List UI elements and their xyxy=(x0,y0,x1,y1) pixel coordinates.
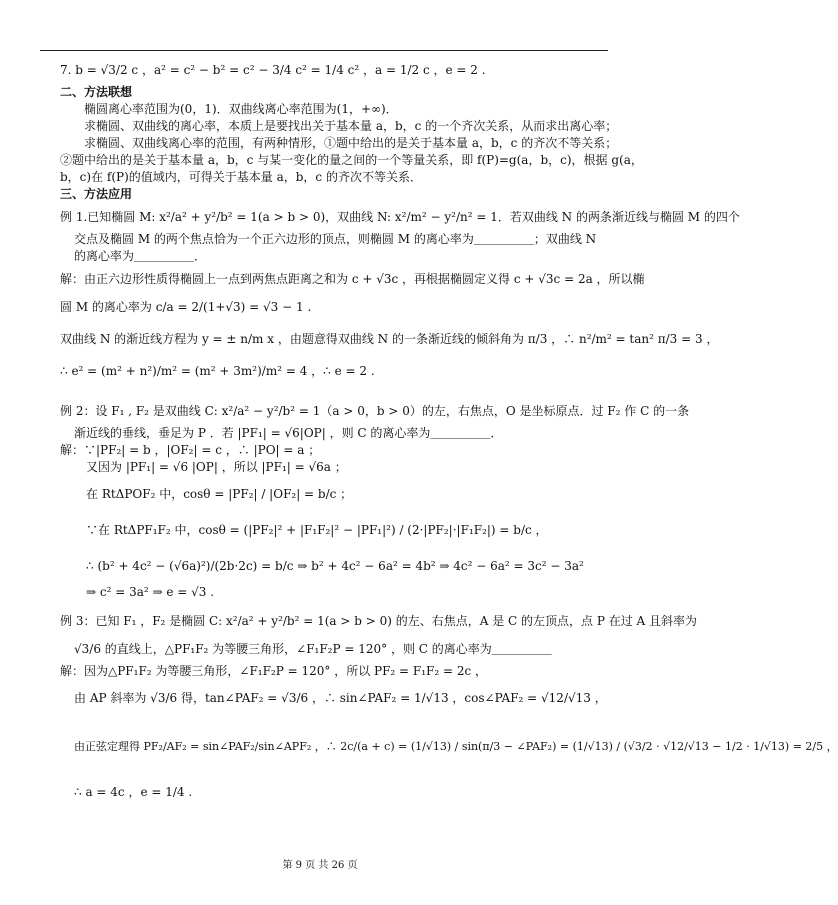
example-2-statement: 例 2：设 F₁ , F₂ 是双曲线 C: x²/a² − y²/b² = 1（a > 0，b > 0）的左，右焦点，O 是坐标原点．过 F₂ 作 C 的一条 xyxy=(60,404,690,418)
page-footer: 第 9 页 共 26 页 xyxy=(282,860,358,871)
solution-1-line-1: 解：由正六边形性质得椭圆上一点到两焦点距离之和为 c + √3c ，再根据椭圆定义得 c + √3c = 2a ，所以椭 xyxy=(60,272,645,286)
solution-1-line-2: 圆 M 的离心率为 c/a = 2/(1+√3) = √3 − 1 . xyxy=(60,300,312,314)
section-heading-method-association: 二、方法联想 xyxy=(60,85,133,99)
solution-2-line-1: 解：∵|PF₂| = b ，|OF₂| = c ，∴ |PO| = a ； xyxy=(60,443,321,457)
solution-3-line-1: 解：因为△PF₁F₂ 为等腰三角形，∠F₁F₂P = 120° ，所以 PF₂ = F₁F₂ = 2c ， xyxy=(60,664,488,678)
method-paragraph-2: 求椭圆、双曲线的离心率，本质上是要找出关于基本量 a，b，c 的一个齐次关系，从而求出离心率； xyxy=(84,119,618,133)
solution-3-line-4: ∴ a = 4c ，e = 1/4 . xyxy=(74,785,193,799)
solution-2-line-5: ∴ (b² + 4c² − (√6a)²)/(2b·2c) = b/c ⇒ b² + 4c² − 6a² = 4b² ⇒ 4c² − 6a² = 3c² − 3a² xyxy=(86,559,584,573)
method-paragraph-1: 椭圆离心率范围为(0，1)．双曲线离心率范围为(1，+∞)． xyxy=(84,102,398,116)
example-1-statement-cont: 交点及椭圆 M 的两个焦点恰为一个正六边形的顶点，则椭圆 M 的离心率为＿＿＿＿＿；双曲线 N xyxy=(74,232,597,246)
example-1-statement: 例 1.已知椭圆 M: x²/a² + y²/b² = 1(a > b > 0)，双曲线 N: x²/m² − y²/n² = 1．若双曲线 N 的两条渐近线与椭圆 M 的四个 xyxy=(60,210,740,224)
solution-2-line-3: 在 RtΔPOF₂ 中，cosθ = |PF₂| / |OF₂| = b/c ； xyxy=(86,487,353,501)
example-3-statement: 例 3：已知 F₁ ，F₂ 是椭圆 C: x²/a² + y²/b² = 1(a > b > 0) 的左、右焦点，A 是 C 的左顶点，点 P 在过 A 且斜率为 xyxy=(60,614,698,628)
example-1-statement-end: 的离心率为＿＿＿＿＿． xyxy=(74,249,207,263)
solution-2-line-4: ∵在 RtΔPF₁F₂ 中，cosθ = (|PF₂|² + |F₁F₂|² − |PF₁|²) / (2·|PF₂|·|F₁F₂|) = b/c ， xyxy=(86,523,548,537)
section-heading-method-application: 三、方法应用 xyxy=(60,187,133,201)
document-page xyxy=(60,56,838,806)
solution-2-line-6: ⇒ c² = 3a² ⇒ e = √3 . xyxy=(86,585,215,599)
method-paragraph-5: b，c)在 f(P)的值域内，可得关于基本量 a，b，c 的齐次不等关系． xyxy=(60,170,422,184)
method-paragraph-3: 求椭圆、双曲线离心率的范围，有两种情形，①题中给出的是关于基本量 a，b，c 的齐次不等关系； xyxy=(84,136,618,150)
solution-3-line-3: 由正弦定理得 PF₂/AF₂ = sin∠PAF₂/sin∠APF₂ ，∴ 2c/(a + c) = (1/√13) / sin(π/3 − ∠PAF₂) = (1/√13) / (√3/2 · √12/√13 − 1/2 · 1/√13) = 2/5 ， xyxy=(74,740,838,753)
solution-1-line-3: 双曲线 N 的渐近线方程为 y = ± n/m x ，由题意得双曲线 N 的一条渐近线的倾斜角为 π/3 ，∴ n²/m² = tan² π/3 = 3 ， xyxy=(60,332,719,346)
example-3-statement-cont: √3/6 的直线上，△PF₁F₂ 为等腰三角形，∠F₁F₂P = 120° ，则 C 的离心率为＿＿＿＿＿ xyxy=(74,642,552,656)
answer-line-7: 7. b = √3/2 c ，a² = c² − b² = c² − 3/4 c² = 1/4 c² ，a = 1/2 c ，e = 2 . xyxy=(60,63,486,77)
method-paragraph-4: ②题中给出的是关于基本量 a，b，c 与某一变化的量之间的一个等量关系，即 f(P)=g(a，b，c)，根据 g(a， xyxy=(60,153,643,167)
solution-2-line-2: 又因为 |PF₁| = √6 |OP| ，所以 |PF₁| = √6a ； xyxy=(86,460,347,474)
header-rule xyxy=(40,50,608,51)
solution-3-line-2: 由 AP 斜率为 √3/6 得，tan∠PAF₂ = √3/6 ，∴ sin∠PAF₂ = 1/√13 ，cos∠PAF₂ = √12/√13 ， xyxy=(74,691,607,705)
example-2-statement-cont: 渐近线的垂线，垂足为 P ．若 |PF₁| = √6|OP| ，则 C 的离心率为＿＿＿＿＿． xyxy=(74,426,503,440)
solution-1-line-4: ∴ e² = (m² + n²)/m² = (m² + 3m²)/m² = 4 ，∴ e = 2 . xyxy=(60,364,375,378)
